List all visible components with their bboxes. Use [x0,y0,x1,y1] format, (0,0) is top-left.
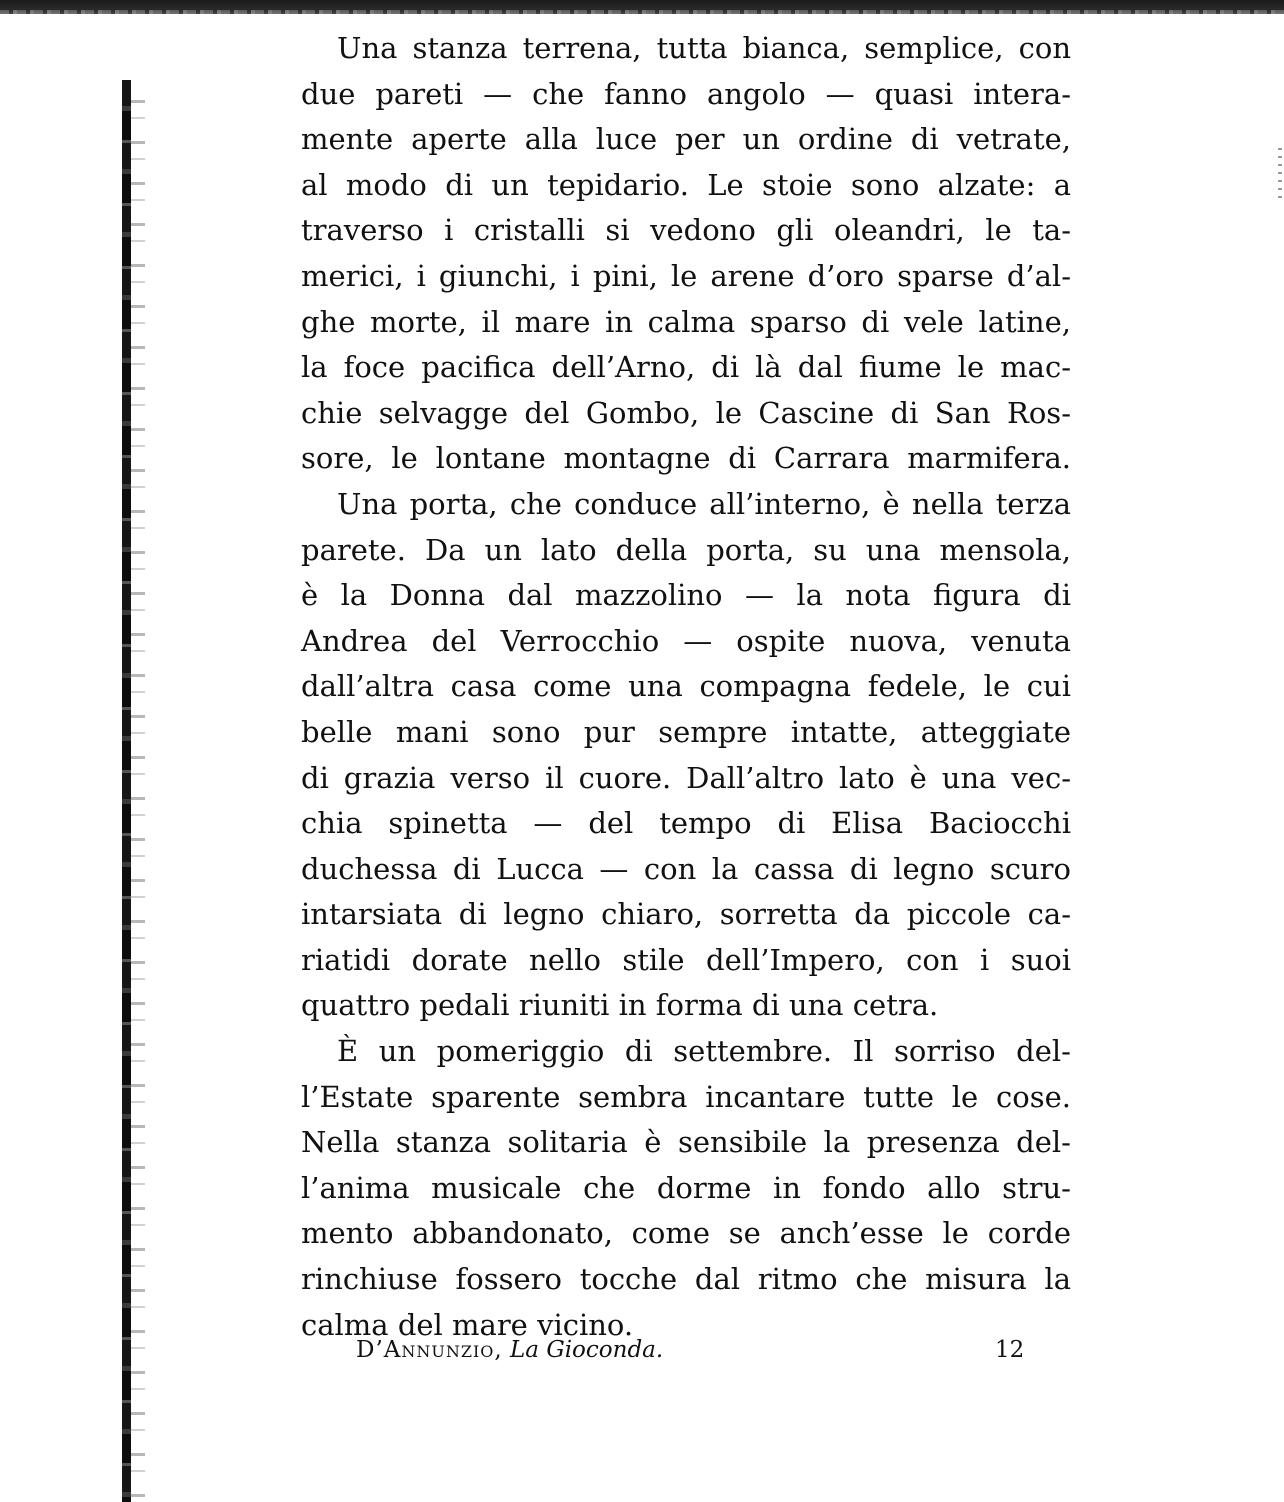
text-line: ghe morte, il mare in calma sparso di vele latine, [301,304,1071,339]
page-text [301,26,1071,1348]
text-line: dall’altra casa come una compagna fedele, le cui [301,669,1071,704]
text-line: Una stanza terrena, tutta bianca, semplice, con [337,31,1071,65]
text-line: Nella stanza solitaria è sensibile la presenza del- [301,1125,1071,1160]
text-line: duchessa di Lucca — con la cassa di legno scuro [301,851,1071,886]
scan-specks [1278,148,1282,200]
binding-shadow [131,100,145,1502]
text-line: mento abbandonato, come se anch’esse le corde [301,1216,1071,1251]
paragraph-2 [301,482,1071,1029]
footer-reference [356,1330,663,1370]
text-line: mente aperte alla luce per un ordine di vetrate, [301,122,1071,157]
text-line: di grazia verso il cuore. Dall’altro lato è una vec- [301,760,1071,795]
text-line: è la Donna dal mazzolino — la nota figura di [301,578,1071,613]
text-line: rinchiuse fossero tocche dal ritmo che misura la [301,1262,1071,1297]
text-line: parete. Da un lato della porta, su una mensola, [301,532,1071,567]
text-line: riatidi dorate nello stile dell’Impero, con i suoi [301,942,1071,977]
text-line: merici, i giunchi, i pini, le arene d’oro sparse d’al- [301,258,1071,293]
text-line: È un pomeriggio di settembre. Il sorriso del- [337,1034,1071,1069]
text-line: chia spinetta — del tempo di Elisa Baciocchi [301,806,1071,841]
text-line: Una porta, che conduce all’interno, è nella terza [337,486,1071,521]
text-line: la foce pacifica dell’Arno, di là dal fiume le mac- [301,350,1071,385]
text-line: chie selvagge del Gombo, le Cascine di San Ros- [301,395,1071,430]
paragraph-1 [301,26,1071,482]
scan-top-edge [0,0,1284,14]
text-line: al modo di un tepidario. Le stoie sono alzate: a [301,167,1071,202]
text-line: l’Estate sparente sembra incantare tutte le cose. [301,1079,1071,1114]
text-line: belle mani sono pur sempre intatte, atteggiate [301,714,1071,749]
text-line: traverso i cristalli si vedono gli oleandri, le ta- [301,213,1071,248]
book-binding-edge [122,80,131,1502]
page-number: 12 [995,1337,1025,1363]
text-line: quattro pedali riuniti in forma di una cetra. [301,988,939,1023]
paragraph-3 [301,1029,1071,1348]
text-line: sore, le lontane montagne di Carrara marmifera. [301,441,1071,476]
text-line: due pareti — che fanno angolo — quasi intera- [301,76,1071,111]
text-line: intarsiata di legno chiaro, sorretta da piccole ca- [301,897,1071,932]
text-line: l’anima musicale che dorme in fondo allo stru- [301,1170,1071,1205]
text-line: calma del mare vicino. [301,1307,634,1342]
text-line: Andrea del Verrocchio — ospite nuova, venuta [301,623,1071,658]
footer-work-title: La Gioconda. [510,1337,664,1363]
footer-author: D’Annunzio, [356,1337,503,1363]
